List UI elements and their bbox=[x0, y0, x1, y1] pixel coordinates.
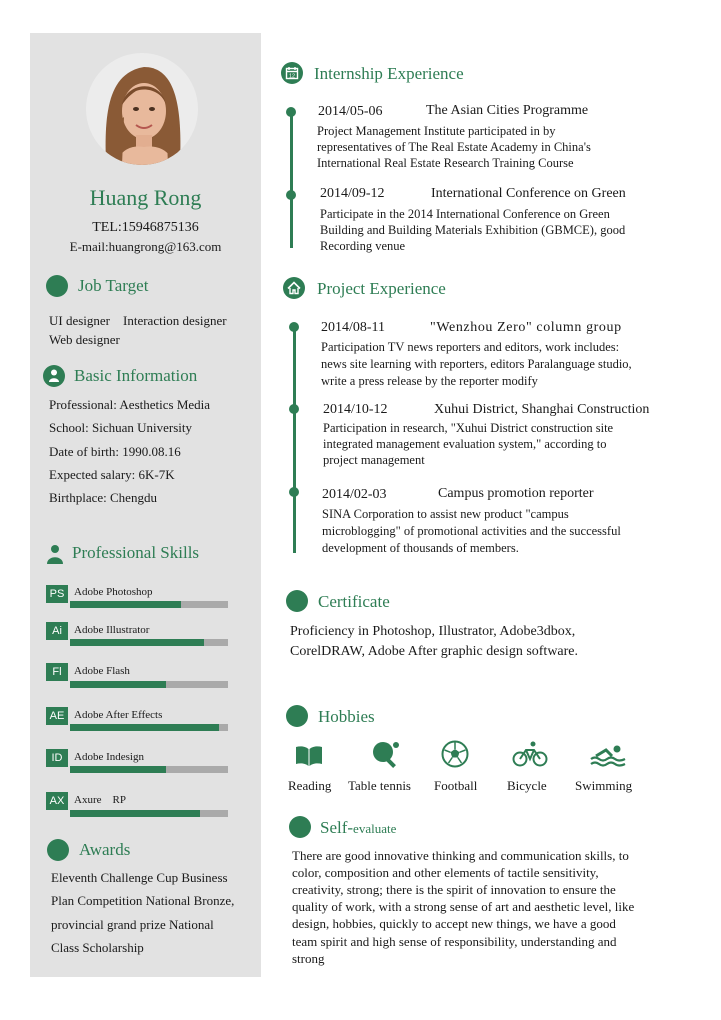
hobby-label: Swimming bbox=[575, 778, 633, 793]
certificate-line: CorelDRAW, Adobe After graphic design software. bbox=[290, 644, 579, 659]
basic-info-item: Date of birth: 1990.08.16 bbox=[49, 444, 181, 459]
self-evaluation-title-sub: evaluate bbox=[353, 821, 397, 836]
hobby-label: Football bbox=[434, 778, 478, 793]
basic-info-item: Professional: Aesthetics Media bbox=[49, 397, 211, 412]
skill-name: Adobe Illustrator bbox=[74, 624, 150, 636]
projects-heading: Project Experience bbox=[317, 279, 446, 298]
skill-badge: ID bbox=[46, 749, 68, 767]
certificate-line: Proficiency in Photoshop, Illustrator, Adobe3dbox, bbox=[290, 624, 576, 639]
job-target-line-1: UI designer Interaction designer bbox=[49, 313, 227, 328]
job-target-dot-icon bbox=[46, 275, 68, 297]
entry-desc-line: Project Management Institute participated in by bbox=[317, 124, 556, 138]
self-evaluation-line: creativity, strong; there is the spirit of innovation to ensure the bbox=[292, 882, 616, 897]
self-evaluation-title-main: Self- bbox=[320, 818, 354, 837]
internship-timeline bbox=[290, 110, 293, 248]
skill-badge: Ai bbox=[46, 622, 68, 640]
awards-line: Plan Competition National Bronze, bbox=[51, 893, 235, 908]
home-icon bbox=[283, 277, 305, 299]
entry-date: 2014/02-03 bbox=[322, 487, 387, 502]
entry-title: The Asian Cities Programme bbox=[426, 103, 589, 118]
skill-bar bbox=[70, 810, 228, 817]
awards-line: provincial grand prize National bbox=[51, 917, 214, 932]
skill-name: Adobe Photoshop bbox=[74, 586, 153, 598]
svg-text:12: 12 bbox=[288, 73, 296, 80]
skill-badge: AX bbox=[46, 792, 68, 810]
awards-line: Eleventh Challenge Cup Business bbox=[51, 870, 228, 885]
calendar-icon bbox=[281, 62, 303, 84]
entry-desc-line: integrated management evaluation system," according to bbox=[323, 437, 607, 451]
awards-line: Class Scholarship bbox=[51, 940, 144, 955]
skill-name: Adobe After Effects bbox=[74, 709, 163, 721]
job-target-heading: Job Target bbox=[78, 276, 149, 295]
skill-badge: Fl bbox=[46, 663, 68, 681]
timeline-dot bbox=[289, 404, 299, 414]
skill-bar-fill bbox=[70, 724, 219, 731]
entry-desc-line: SINA Corporation to assist new product "campus bbox=[322, 507, 569, 521]
book-icon bbox=[295, 744, 323, 768]
entry-title: Xuhui District, Shanghai Construction bbox=[434, 402, 650, 417]
self-evaluation-line: There are good innovative thinking and communication skills, to bbox=[292, 848, 629, 863]
skill-name: Axure RP bbox=[74, 794, 126, 806]
entry-desc-line: International Real Estate Research Training Course bbox=[317, 156, 574, 170]
basic-info-item: Birthplace: Chengdu bbox=[49, 490, 157, 505]
profile-name: Huang Rong bbox=[89, 185, 202, 210]
self-evaluation-line: team spirit and high sense of responsibility, understanding and bbox=[292, 934, 617, 949]
skills-person-icon bbox=[44, 543, 66, 565]
awards-dot-icon bbox=[47, 839, 69, 861]
skill-bar bbox=[70, 766, 228, 773]
entry-desc-line: representatives of The Real Estate Academy in China's bbox=[317, 140, 591, 154]
basic-info-item: Expected salary: 6K-7K bbox=[49, 467, 175, 482]
entry-desc-line: project management bbox=[323, 453, 425, 467]
hobbies-dot-icon bbox=[286, 705, 308, 727]
skill-bar bbox=[70, 724, 228, 731]
football-icon bbox=[441, 740, 469, 768]
skill-bar bbox=[70, 681, 228, 688]
profile-email: E-mail:huangrong@163.com bbox=[69, 239, 222, 254]
certificate-heading: Certificate bbox=[318, 592, 390, 611]
entry-date: 2014/09-12 bbox=[320, 186, 385, 201]
self-evaluation-dot-icon bbox=[289, 816, 311, 838]
skill-bar-fill bbox=[70, 639, 204, 646]
internship-heading: Internship Experience bbox=[314, 64, 464, 83]
entry-desc-line: Participation in research, "Xuhui District construction site bbox=[323, 421, 614, 435]
swimming-icon bbox=[590, 744, 626, 768]
entry-date: 2014/10-12 bbox=[323, 402, 388, 417]
profile-tel: TEL:15946875136 bbox=[92, 220, 199, 235]
projects-timeline bbox=[293, 325, 296, 553]
skill-bar-fill bbox=[70, 810, 200, 817]
bicycle-icon bbox=[512, 740, 548, 768]
entry-desc-line: news site learning with reporters, editors Paralanguage studio, bbox=[321, 357, 632, 371]
certificate-dot-icon bbox=[286, 590, 308, 612]
awards-heading: Awards bbox=[79, 840, 131, 859]
basic-info-heading: Basic Information bbox=[74, 366, 198, 385]
entry-desc-line: Participation TV news reporters and editors, work includes: bbox=[321, 340, 620, 354]
entry-date: 2014/08-11 bbox=[321, 320, 386, 335]
self-evaluation-heading bbox=[320, 818, 396, 838]
skill-badge: AE bbox=[46, 707, 68, 725]
timeline-dot bbox=[286, 107, 296, 117]
basic-info-item: School: Sichuan University bbox=[49, 420, 192, 435]
skills-heading: Professional Skills bbox=[72, 543, 200, 562]
skill-bar-fill bbox=[70, 601, 181, 608]
job-target-line-2: Web designer bbox=[49, 332, 120, 347]
timeline-dot bbox=[286, 190, 296, 200]
entry-desc-line: write a press release by the reporter modify bbox=[321, 374, 538, 388]
hobby-label: Table tennis bbox=[348, 778, 411, 793]
entry-title: International Conference on Green bbox=[431, 186, 626, 201]
entry-desc-line: Participate in the 2014 International Conference on Green bbox=[320, 207, 610, 221]
entry-desc-line: microblogging" of promotional activities and the successful bbox=[322, 524, 621, 538]
skill-badge: PS bbox=[46, 585, 68, 603]
self-evaluation-line: quality of work, with a strong sense of art and aesthetic level, like bbox=[292, 899, 635, 914]
timeline-dot bbox=[289, 322, 299, 332]
table-tennis-icon bbox=[370, 740, 400, 768]
skill-bar-fill bbox=[70, 681, 166, 688]
entry-desc-line: Recording venue bbox=[320, 239, 406, 253]
skill-name: Adobe Flash bbox=[74, 665, 130, 677]
entry-desc-line: development of thousands of members. bbox=[322, 541, 519, 555]
entry-desc-line: Building and Building Materials Exhibition (GBMCE), good bbox=[320, 223, 626, 237]
timeline-dot bbox=[289, 487, 299, 497]
skill-bar-fill bbox=[70, 766, 166, 773]
entry-date: 2014/05-06 bbox=[318, 104, 383, 119]
skill-bar bbox=[70, 601, 228, 608]
self-evaluation-line: color, composition and other elements of tactile sensitivity, bbox=[292, 865, 599, 880]
skill-bar bbox=[70, 639, 228, 646]
person-info-icon bbox=[43, 365, 65, 387]
hobbies-heading: Hobbies bbox=[318, 707, 375, 726]
entry-title: "Wenzhou Zero" column group bbox=[430, 320, 622, 335]
skill-name: Adobe Indesign bbox=[74, 751, 144, 763]
self-evaluation-line: design, hobbies, quickly to accept new things, we have a good bbox=[292, 916, 616, 931]
entry-title: Campus promotion reporter bbox=[438, 486, 594, 501]
self-evaluation-line: strong bbox=[292, 951, 325, 966]
avatar bbox=[86, 53, 198, 165]
hobby-label: Reading bbox=[288, 778, 332, 793]
hobby-label: Bicycle bbox=[507, 778, 547, 793]
